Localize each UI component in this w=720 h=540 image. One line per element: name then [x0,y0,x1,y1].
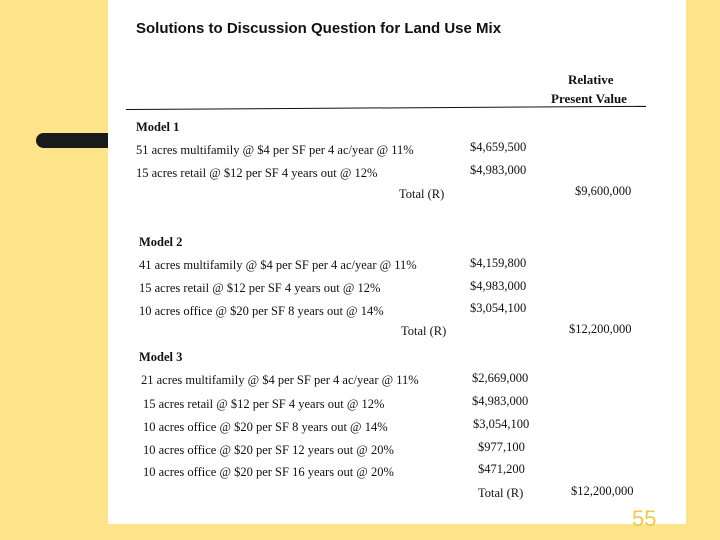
model-1-row-1-value: $4,659,500 [470,140,527,154]
column-header-present-value: Present Value [551,91,627,106]
model-3-row-1-value: $2,669,000 [472,371,529,385]
model-3-row-1-desc: 21 acres multifamily @ $4 per SF per 4 ac/year @ 11% [141,373,419,387]
model-2-row-2-value: $4,983,000 [470,279,527,293]
header-rule [126,106,646,110]
model-1-heading: Model 1 [136,120,180,134]
model-3-row-4-desc: 10 acres office @ $20 per SF 12 years out @ 20% [143,443,394,457]
model-2-row-1-value: $4,159,800 [470,256,527,270]
model-2-total-label: Total (R) [401,324,447,338]
model-1-total-label: Total (R) [399,187,445,201]
model-3-row-2-desc: 15 acres retail @ $12 per SF 4 years out @ 12% [143,397,385,411]
model-2-total-value: $12,200,000 [569,322,632,336]
column-header-relative: Relative [568,72,614,87]
model-2-row-3-value: $3,054,100 [470,301,527,315]
model-2-row-2-desc: 15 acres retail @ $12 per SF 4 years out @ 12% [139,281,381,295]
slide-number: 55 [632,506,657,531]
model-3-row-3-desc: 10 acres office @ $20 per SF 8 years out @ 14% [143,420,388,434]
model-1-row-1-desc: 51 acres multifamily @ $4 per SF per 4 ac/year @ 11% [136,143,414,157]
model-3-row-3-value: $3,054,100 [473,417,530,431]
model-3-heading: Model 3 [139,350,183,364]
model-1-total-value: $9,600,000 [575,184,632,198]
model-2-row-1-desc: 41 acres multifamily @ $4 per SF per 4 ac/year @ 11% [139,258,417,272]
model-3-row-5-desc: 10 acres office @ $20 per SF 16 years out @ 20% [143,465,394,479]
model-1-row-2-value: $4,983,000 [470,163,527,177]
page-title: Solutions to Discussion Question for Land Use Mix [136,20,502,37]
model-2-row-3-desc: 10 acres office @ $20 per SF 8 years out @ 14% [139,304,384,318]
model-3-row-5-value: $471,200 [478,462,525,476]
model-3-row-4-value: $977,100 [478,440,525,454]
model-3-total-label: Total (R) [478,486,524,500]
scanned-page [108,0,686,524]
model-3-row-2-value: $4,983,000 [472,394,529,408]
model-1-row-2-desc: 15 acres retail @ $12 per SF 4 years out @ 12% [136,166,378,180]
model-3-total-value: $12,200,000 [571,484,634,498]
decorative-bar [36,133,116,148]
model-2-heading: Model 2 [139,235,183,249]
